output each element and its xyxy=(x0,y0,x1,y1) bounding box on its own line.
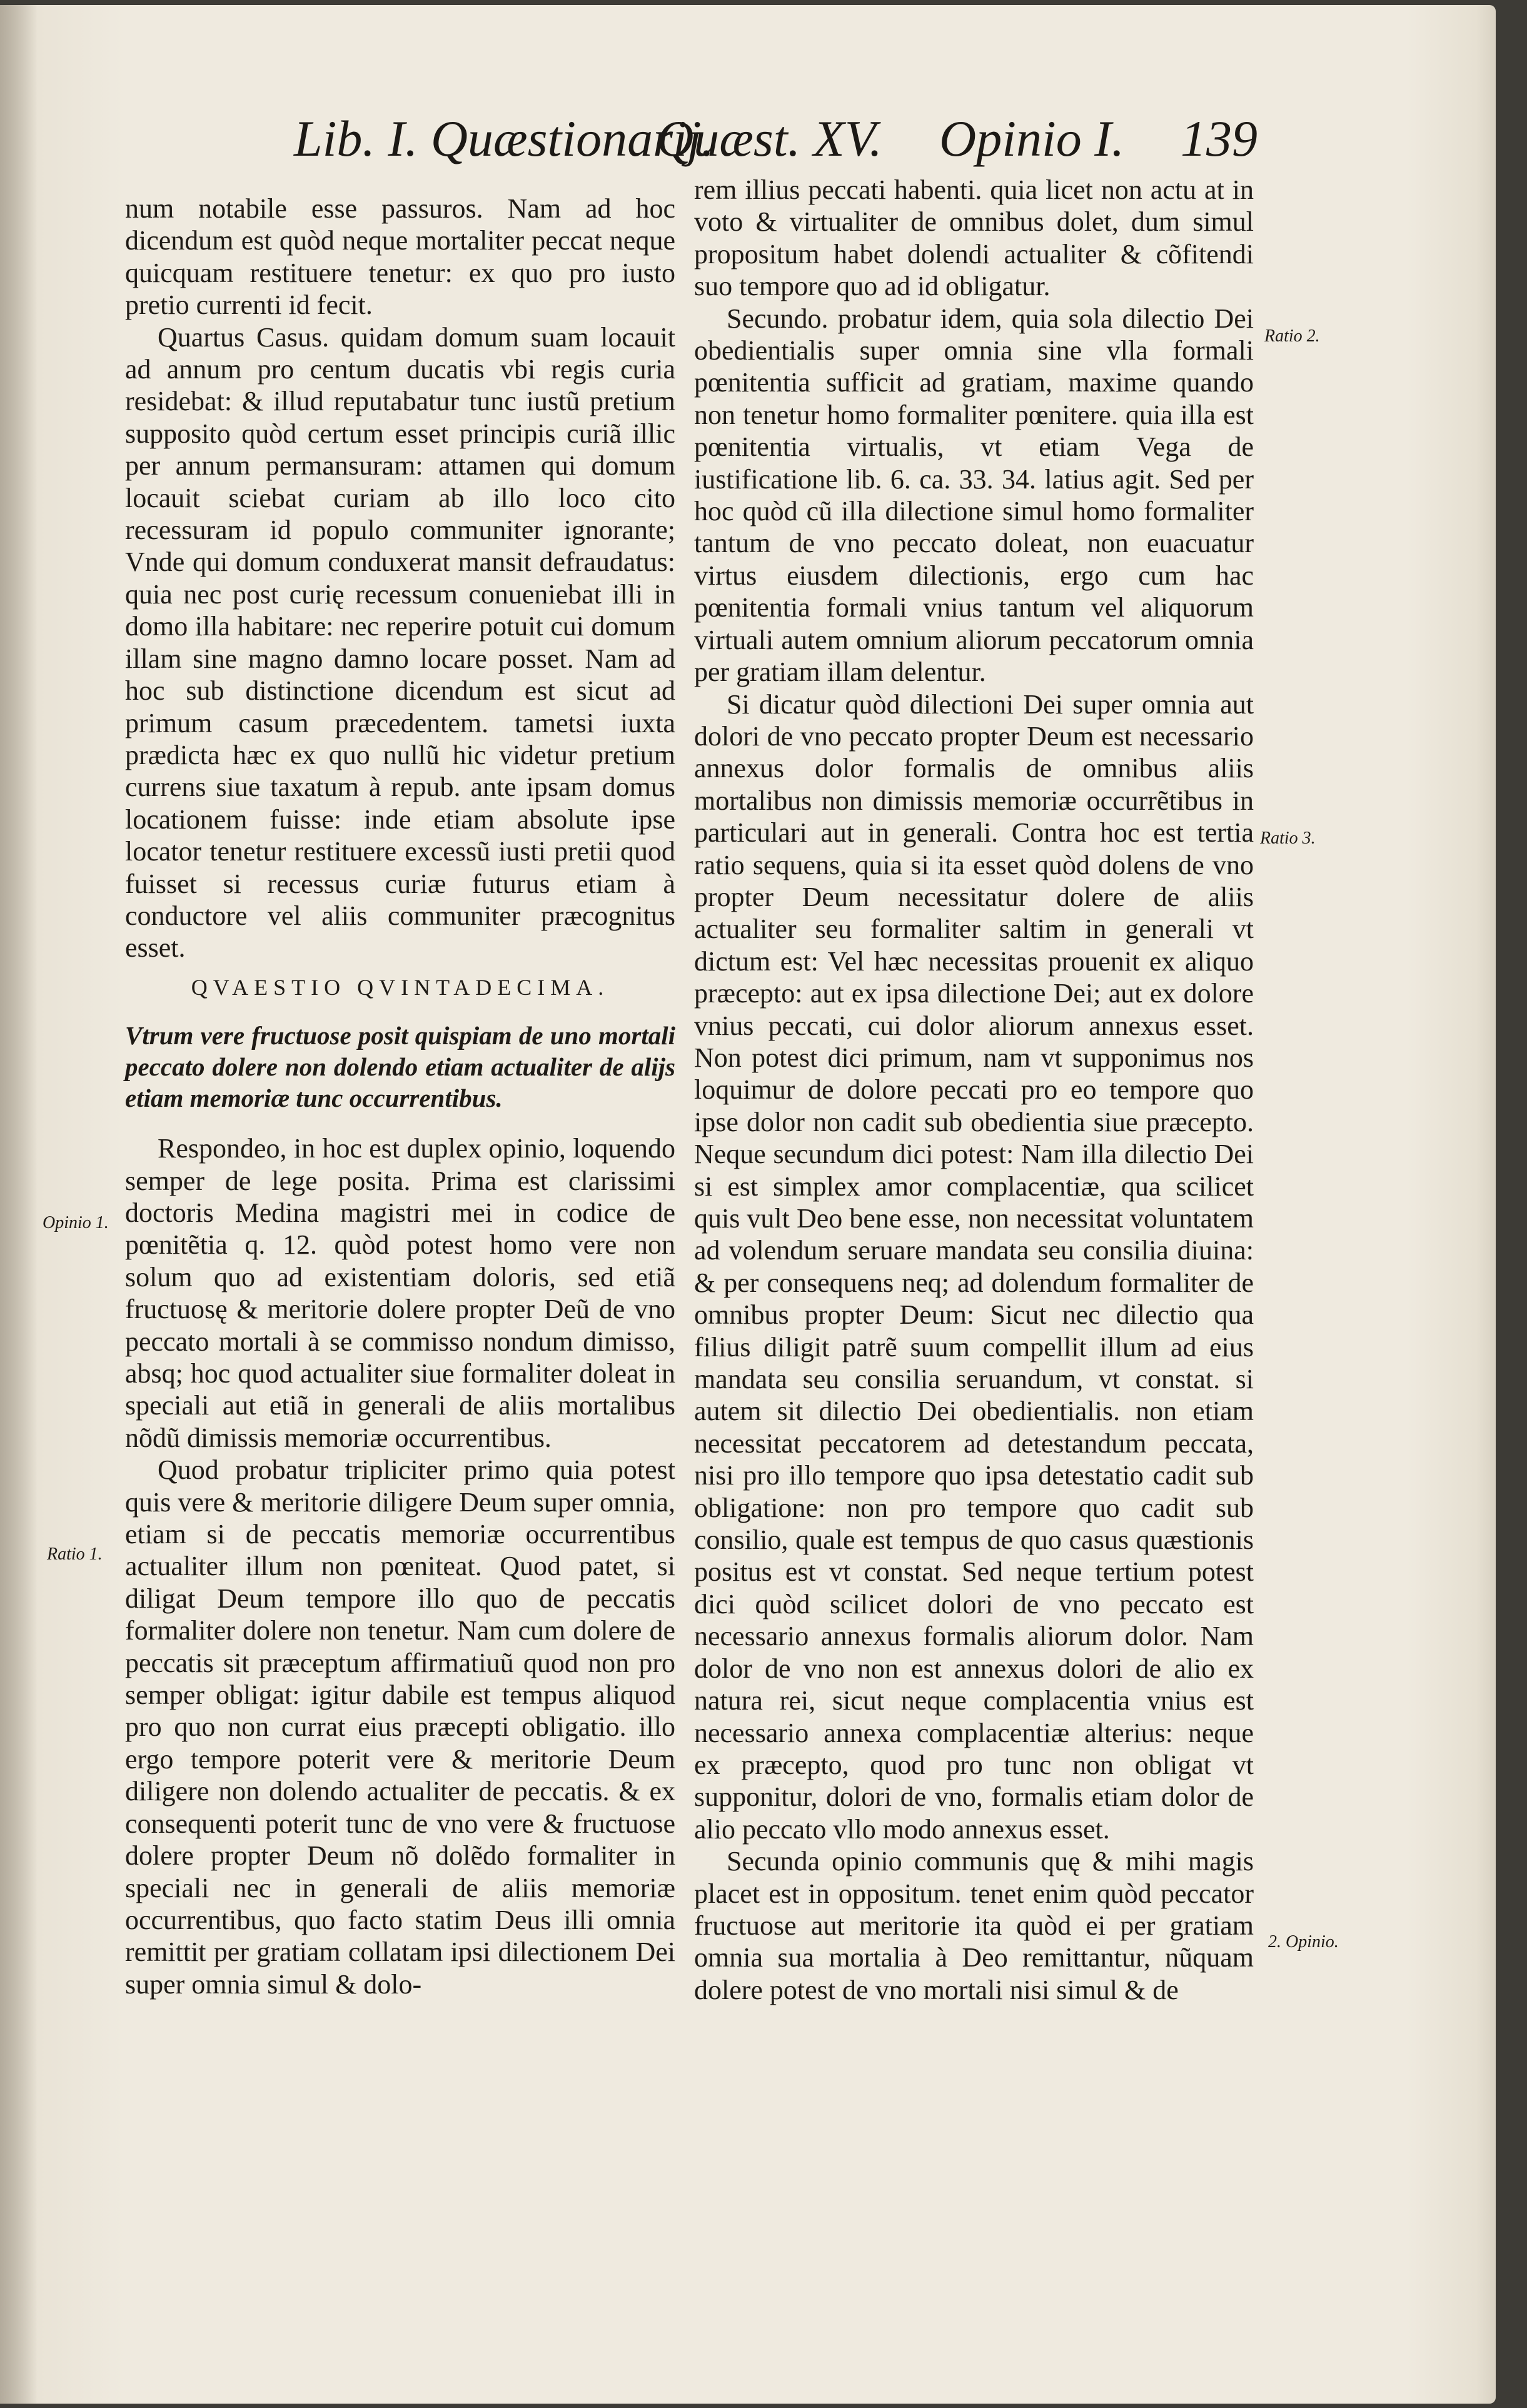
running-header xyxy=(294,109,1344,172)
page-gutter-shadow xyxy=(0,5,38,2404)
right-paragraph-1: rem illius peccati habenti. quia licet non actu at in voto & virtualiter de omnibus dolet, dum simul propositum habet dolendi actualiter & cõfitendi suo tempore quo ad id obligatur. xyxy=(694,174,1254,302)
margin-note-ratio-2: Ratio 2. xyxy=(1264,326,1320,346)
right-paragraph-2: Secundo. probatur idem, quia sola dilectio Dei obedientialis super omnia sine vlla formali pœnitentia sufficit ad gratiam, maxime quando non tenetur homo formaliter pœnitere. quia illa est pœnitentia virtualis, vt etiam Vega de iustificatione lib. 6. ca. 33. 34. latius agit. Sed per hoc quòd cũ illa dilectione simul homo formaliter tantum de vno peccato doleat, non euacuatur virtus eiusdem dilectionis, ergo cum hac pœnitentia formali vnius tantum vel aliquorum virtuali autem omnium aliorum peccatorum omnia per gratiam illam delentur. xyxy=(694,303,1254,688)
margin-note-opinio-1: Opinio 1. xyxy=(43,1213,109,1232)
margin-note-opinio-2: 2. Opinio. xyxy=(1268,1932,1339,1952)
right-column xyxy=(694,174,1254,2006)
header-book: Lib. I. Quæstionarij. xyxy=(294,110,715,167)
left-paragraph-4: Quod probatur tripliciter primo quia potest quis vere & meritorie diligere Deum super omnia, etiam si de peccatis memoriæ occurrentibus actualiter illum non pœniteat. Quod patet, si diligat Deum tempore illo quo de peccatis formaliter dolere non tenetur. Nam cum dolere de peccatis sit præceptum affirmatiuũ quod non pro semper obligat: igitur dabile est tempus aliquod pro quo non currat eius præcepti obligatio. illo ergo tempore poterit vere & meritorie Deum diligere non dolendo actualiter de peccatis. & ex consequenti poterit tunc de vno vere & fructuose dolere propter Deum nõ dolẽdo formaliter in speciali nec in generali de aliis memoriæ occurrentibus, quo facto statim Deus illi omnia remittit per gratiam collatam ipsi dilectionem Dei super omnia simul & dolo- xyxy=(125,1454,675,2000)
right-paragraph-4: Secunda opinio communis quę & mihi magis placet est in oppositum. tenet enim quòd peccator fructuose aut meritorie ita quòd ei per gratiam omnia sua mortalia à Deo remittantur, nũquam dolere potest de vno mortali nisi simul & de xyxy=(694,1846,1254,2005)
page-number: 139 xyxy=(1181,110,1257,167)
left-paragraph-3: Respondeo, in hoc est duplex opinio, loquendo semper de lege posita. Prima est clarissimi doctoris Medina magistri mei in codice de pœnitẽtia q. 12. quòd potest homo vere non solum quo ad existentiam doloris, sed etiã fructuosę & meritorie dolere propter Deũ de vno peccato mortali à se commisso nondum dimisso, absq; hoc quod actualiter siue formaliter doleat in speciali aut etiã in generali de aliis mortalibus nõdũ dimissis memoriæ occurrentibus. xyxy=(125,1133,675,1453)
margin-note-ratio-1: Ratio 1. xyxy=(47,1544,103,1564)
section-title: QVAESTIO QVINTADECIMA. xyxy=(191,974,610,1000)
header-opinio: Opinio I. xyxy=(939,110,1125,167)
question-text: Vtrum vere fructuose posit quispiam de uno mortali peccato dolere non dolendo etiam actualiter de alijs etiam memoriæ tunc occurrentibus. xyxy=(125,1021,675,1113)
right-paragraph-3: Si dicatur quòd dilectioni Dei super omnia aut dolori de vno peccato propter Deum est necessario annexus dolor formalis de omnibus aliis mortalibus non dimissis memoriæ occurrẽtibus in particulari aut in generali. Contra hoc est tertia ratio sequens, quia si ita esset quòd dolens de vno propter Deum necessitatur dolere de aliis actualiter seu formaliter saltim in generali vt dictum est: Vel hæc necessitas prouenit ex aliquo præcepto: aut ex ipsa dilectione Dei; aut ex dolore vnius peccati, cui dolor aliorum annexus esset. Non potest dici primum, nam vt supponimus nos loquimur de dolore peccati pro eo tempore quo ipse dolor non cadit sub obedientia siue præcepto. Neque secundum dici potest: Nam illa dilectio Dei si est simplex amor complacentiæ, qua scilicet quis vult Deo bene esse, non necessitat voluntatem ad volendum seruare mandata seu consilia diuina: & per consequens neq; ad dolendum formaliter de omnibus propter Deum: Sicut nec dilectio qua filius diligit patrẽ suum compellit illum ad eius mandata seu consilia seruandum, vt constat. si autem sit dilectio Dei obedientialis. non etiam necessitat peccatorem ad detestandum peccata, nisi pro illo tempore quo ipsa detestatio cadit sub obligatione: non pro tempore quo cadit sub consilio, quale est tempus de quo casus quæstionis positus est vt constat. Sed neque tertium potest dici quòd scilicet dolori de vno peccato est necessario annexus formalis aliorum dolor. Nam dolor de vno non est annexus dolori de alio ex natura rei, sicut neque complacentia vnius est necessario annexa complacentiæ alterius: neque ex præcepto, quod pro tunc non obligat vt supponitur, dolori de vno, formalis etiam dolor de alio peccato vllo modo annexus esset. xyxy=(694,688,1254,1845)
left-paragraph-1: num notabile esse passuros. Nam ad hoc dicendum est quòd neque mortaliter peccat neque quicquam restituere tenetur: ex quo pro iusto pretio currenti id fecit. xyxy=(125,193,675,321)
left-paragraph-2: Quartus Casus. quidam domum suam locauit ad annum pro centum ducatis vbi regis curia residebat: & illud reputabatur tunc iustũ pretium supposito quòd certum esset principis curiã illic per annum permansuram: attamen qui domum locauit sciebat curiam ab illo loco cito recessuram id populo communiter ignorante; Vnde qui domum conduxerat mansit defraudatus: quia nec post curię recessum conueniebat illi in domo illa habitare: nec reperire potuit cui domum illam sine magno damno locare posset. Nam ad hoc sub distinctione dicendum est sicut ad primum casum præcedentem. tametsi iuxta prædicta hæc ex quo nullũ hic videtur pretium currens siue taxatum à repub. ante ipsam domus locationem fuisse: inde etiam absolute ipse locator tenetur restituere excessũ iusti pretii quod fuisset si recessus curiæ futurus etiam à conductore vel aliis communiter præcognitus esset. xyxy=(125,321,675,964)
margin-note-ratio-3: Ratio 3. xyxy=(1260,829,1316,848)
header-quaestio: Quæst. XV. xyxy=(657,110,882,167)
left-column xyxy=(125,193,675,2000)
